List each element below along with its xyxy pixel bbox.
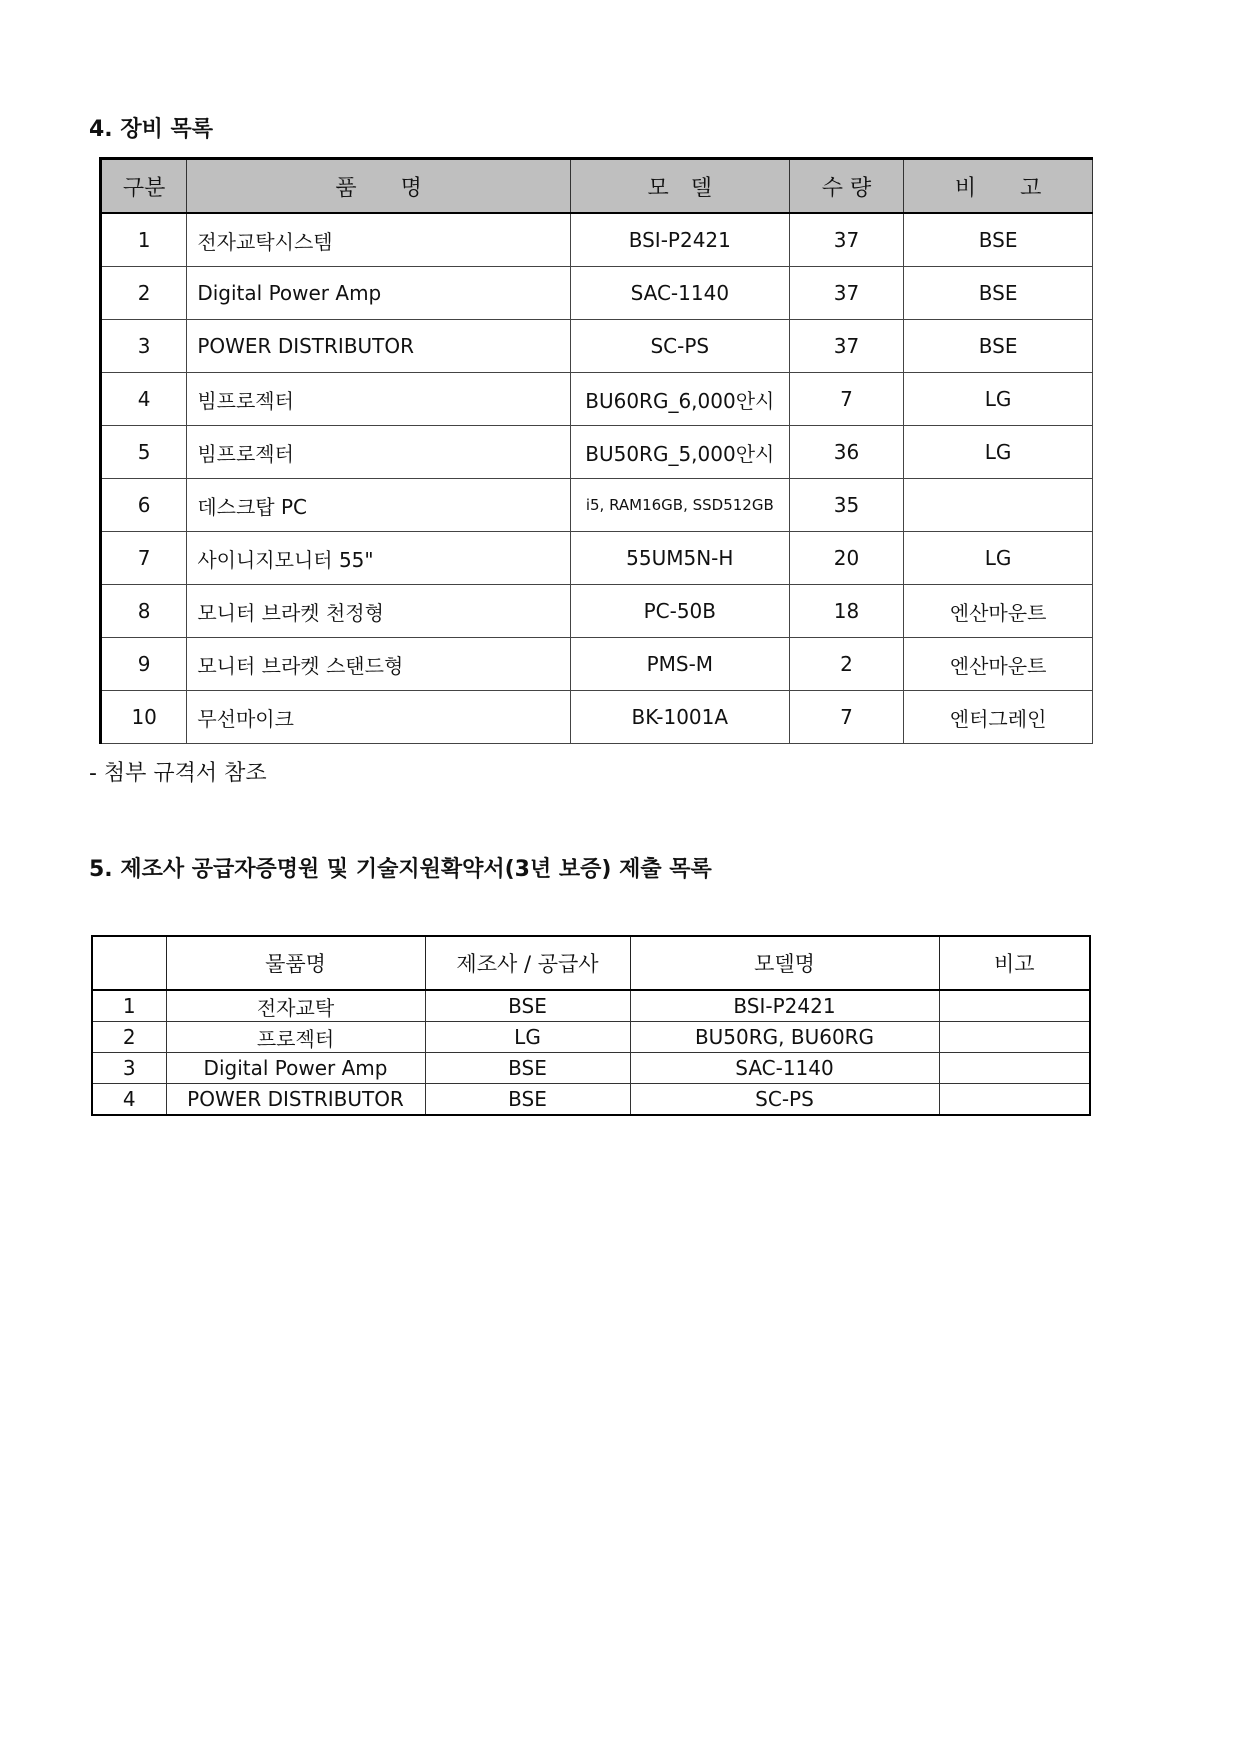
- cell-no: 7: [101, 532, 187, 585]
- table-row: [101, 320, 1093, 373]
- cell-model: SAC-1140: [570, 267, 789, 320]
- section5-title: 5. 제조사 공급자증명원 및 기술지원확약서(3년 보증) 제출 목록: [89, 857, 712, 882]
- cell-no: 10: [101, 691, 187, 744]
- cell-no: 4: [101, 373, 187, 426]
- header-model-name: 모델명: [630, 936, 939, 990]
- cell-item-name: 프로젝터: [166, 1022, 425, 1053]
- header-note: 비 고: [904, 159, 1093, 214]
- table-row: [101, 532, 1093, 585]
- cell-model: PMS-M: [570, 638, 789, 691]
- cell-note: BSE: [904, 267, 1093, 320]
- cell-qty: 35: [789, 479, 903, 532]
- equipment-table: [99, 157, 1093, 744]
- cell-model: i5, RAM16GB, SSD512GB: [570, 479, 789, 532]
- cell-model: PC-50B: [570, 585, 789, 638]
- header-name: 품 명: [187, 159, 571, 214]
- cell-remarks: [939, 1084, 1090, 1116]
- cell-maker: BSE: [425, 1084, 630, 1116]
- cell-model: BK-1001A: [570, 691, 789, 744]
- cell-model-name: SC-PS: [630, 1084, 939, 1116]
- cell-qty: 36: [789, 426, 903, 479]
- cell-no: 1: [92, 990, 166, 1022]
- cell-remarks: [939, 1053, 1090, 1084]
- cell-no: 2: [101, 267, 187, 320]
- table-row: [92, 1053, 1090, 1084]
- section4-title: 4. 장비 목록: [89, 117, 213, 142]
- cell-qty: 37: [789, 213, 903, 267]
- cell-item-name: 모니터 브라켓 천정형: [187, 585, 571, 638]
- cell-item-name: 빔프로젝터: [187, 373, 571, 426]
- cell-note: 엔산마운트: [904, 638, 1093, 691]
- cell-note: LG: [904, 373, 1093, 426]
- header-remarks: 비고: [939, 936, 1090, 990]
- spec-reference-note: - 첨부 규격서 참조: [89, 761, 267, 786]
- cell-note: 엔산마운트: [904, 585, 1093, 638]
- cell-qty: 2: [789, 638, 903, 691]
- table-row: [101, 373, 1093, 426]
- cell-note: 엔터그레인: [904, 691, 1093, 744]
- cell-model: BU60RG_6,000안시: [570, 373, 789, 426]
- table-row: [101, 638, 1093, 691]
- cell-maker: LG: [425, 1022, 630, 1053]
- cell-note: LG: [904, 426, 1093, 479]
- cell-note: BSE: [904, 213, 1093, 267]
- supplier-header-row: [92, 936, 1090, 990]
- cell-qty: 7: [789, 373, 903, 426]
- cell-model-name: SAC-1140: [630, 1053, 939, 1084]
- cell-note: LG: [904, 532, 1093, 585]
- cell-item-name: 무선마이크: [187, 691, 571, 744]
- cell-item-name: POWER DISTRIBUTOR: [187, 320, 571, 373]
- cell-no: 5: [101, 426, 187, 479]
- table-row: [101, 479, 1093, 532]
- cell-no: 3: [92, 1053, 166, 1084]
- cell-model-name: BU50RG, BU60RG: [630, 1022, 939, 1053]
- cell-qty: 7: [789, 691, 903, 744]
- table-row: [92, 1084, 1090, 1116]
- cell-item-name: 모니터 브라켓 스탠드형: [187, 638, 571, 691]
- table-row: [92, 1022, 1090, 1053]
- cell-qty: 37: [789, 320, 903, 373]
- table-row: [101, 267, 1093, 320]
- cell-note: [904, 479, 1093, 532]
- cell-item-name: Digital Power Amp: [187, 267, 571, 320]
- cell-model: 55UM5N-H: [570, 532, 789, 585]
- header-item-name: 물품명: [166, 936, 425, 990]
- header-maker: 제조사 / 공급사: [425, 936, 630, 990]
- header-qty: 수 량: [789, 159, 903, 214]
- cell-remarks: [939, 990, 1090, 1022]
- supplier-certificate-table: [91, 935, 1091, 1116]
- cell-model: SC-PS: [570, 320, 789, 373]
- cell-qty: 18: [789, 585, 903, 638]
- cell-no: 4: [92, 1084, 166, 1116]
- cell-no: 3: [101, 320, 187, 373]
- cell-item-name: Digital Power Amp: [166, 1053, 425, 1084]
- cell-item-name: 데스크탑 PC: [187, 479, 571, 532]
- cell-no: 9: [101, 638, 187, 691]
- cell-item-name: POWER DISTRIBUTOR: [166, 1084, 425, 1116]
- cell-item-name: 사이니지모니터 55": [187, 532, 571, 585]
- cell-item-name: 전자교탁시스템: [187, 213, 571, 267]
- cell-item-name: 전자교탁: [166, 990, 425, 1022]
- cell-model: BSI-P2421: [570, 213, 789, 267]
- equipment-header-row: [101, 159, 1093, 214]
- cell-qty: 20: [789, 532, 903, 585]
- cell-no: 8: [101, 585, 187, 638]
- cell-no: 2: [92, 1022, 166, 1053]
- table-row: [101, 691, 1093, 744]
- header-blank: [92, 936, 166, 990]
- cell-note: BSE: [904, 320, 1093, 373]
- cell-maker: BSE: [425, 1053, 630, 1084]
- cell-remarks: [939, 1022, 1090, 1053]
- cell-maker: BSE: [425, 990, 630, 1022]
- cell-model: BU50RG_5,000안시: [570, 426, 789, 479]
- cell-no: 1: [101, 213, 187, 267]
- cell-no: 6: [101, 479, 187, 532]
- table-row: [101, 585, 1093, 638]
- table-row: [101, 213, 1093, 267]
- table-row: [101, 426, 1093, 479]
- table-row: [92, 990, 1090, 1022]
- header-model: 모 델: [570, 159, 789, 214]
- cell-item-name: 빔프로젝터: [187, 426, 571, 479]
- cell-model-name: BSI-P2421: [630, 990, 939, 1022]
- cell-qty: 37: [789, 267, 903, 320]
- header-no: 구분: [101, 159, 187, 214]
